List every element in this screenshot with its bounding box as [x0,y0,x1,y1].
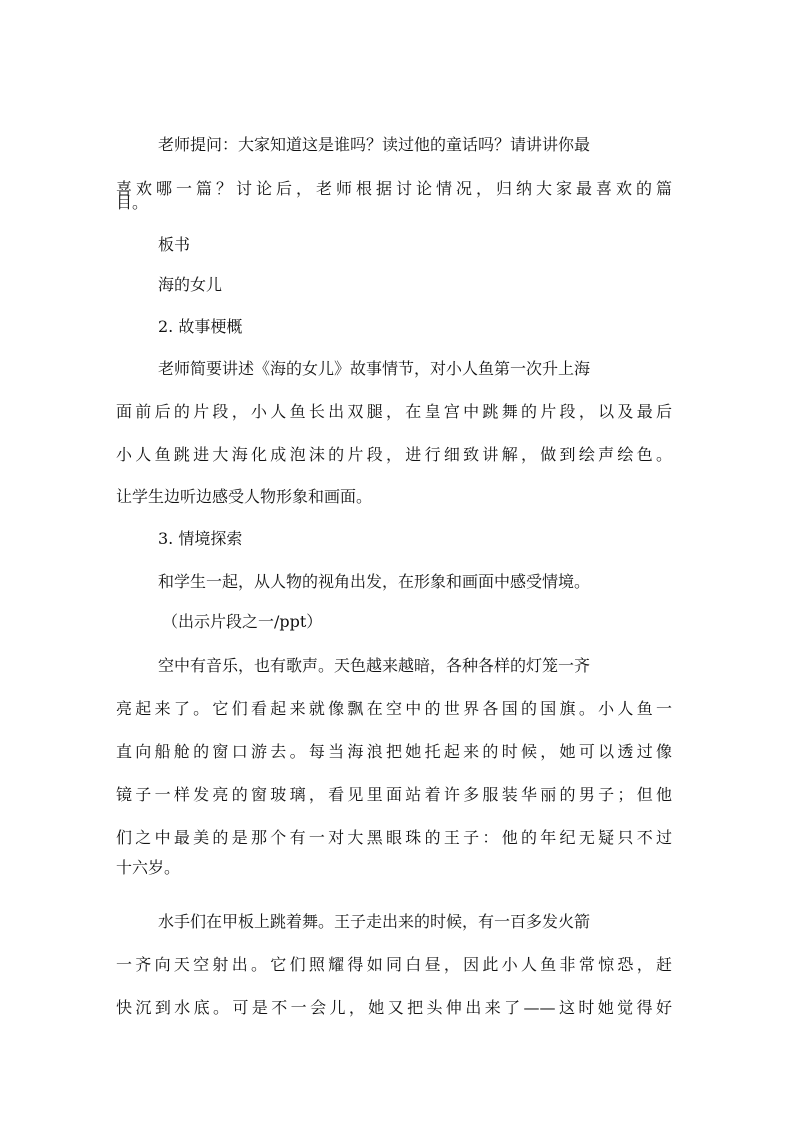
board-title: 海的女儿 [158,275,223,294]
paragraph-2-line-2: 面前后的片段，小人鱼长出双腿，在皇宫中跳舞的片段，以及最后 [116,402,672,421]
paragraph-4-line-4: 镜子一样发亮的窗玻璃，看见里面站着许多服装华丽的男子；但他 [116,785,672,804]
ppt-note: （出示片段之一/ppt） [162,612,323,631]
paragraph-1-line-2: 喜欢哪一篇？讨论后，老师根据讨论情况，归纳大家最喜欢的篇 [116,179,672,198]
board-label: 板书 [158,235,191,254]
paragraph-5-line-3: 快沉到水底。可是不一会儿，她又把头伸出来了——这时她觉得好 [116,998,672,1017]
paragraph-5-line-1: 水手们在甲板上跳着舞。王子走出来的时候，有一百多发火箭 [158,912,591,931]
paragraph-4-line-1: 空中有音乐，也有歌声。天色越来越暗，各种各样的灯笼一齐 [158,656,591,675]
paragraph-1-line-3: 目。 [116,193,149,212]
paragraph-2-line-3: 小人鱼跳进大海化成泡沫的片段，进行细致讲解，做到绘声绘色。 [116,445,672,464]
paragraph-5-line-2: 一齐向天空射出。它们照耀得如同白昼，因此小人鱼非常惊恐，赶 [116,955,672,974]
paragraph-2-line-4: 让学生边听边感受人物形象和画面。 [116,487,373,506]
paragraph-4-line-6: 十六岁。 [116,858,181,877]
paragraph-4-line-2: 亮起来了。它们看起来就像飘在空中的世界各国的国旗。小人鱼一 [116,699,672,718]
paragraph-4-line-3: 直向船舱的窗口游去。每当海浪把她托起来的时候，她可以透过像 [116,742,672,761]
paragraph-4-line-5: 们之中最美的是那个有一对大黑眼珠的王子：他的年纪无疑只不过 [116,828,672,847]
paragraph-1-line-1: 老师提问：大家知道这是谁吗？读过他的童话吗？请讲讲你最 [158,135,591,154]
paragraph-3: 和学生一起，从人物的视角出发，在形象和画面中感受情境。 [158,572,591,591]
paragraph-2-line-1: 老师简要讲述《海的女儿》故事情节，对小人鱼第一次升上海 [158,359,591,378]
section-2-heading: 2. 故事梗概 [158,317,243,336]
section-3-heading: 3. 情境探索 [158,529,243,548]
